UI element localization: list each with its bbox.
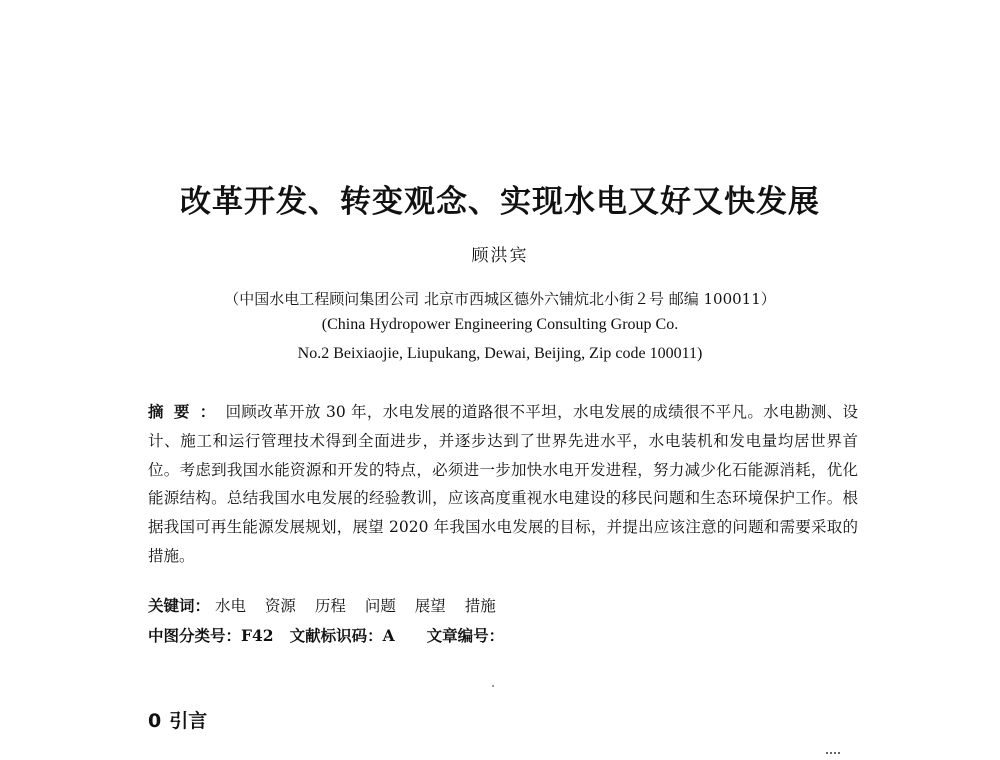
paper-title: 改革开发、转变观念、实现水电又好又快发展 — [180, 184, 820, 220]
section-number: 0 — [148, 710, 162, 732]
keyword-item: 问题 — [364, 597, 396, 615]
document-code-value: A — [382, 626, 395, 645]
abstract-label: 摘要： — [148, 402, 226, 421]
affiliation-english-line1: (China Hydropower Engineering Consulting Group Co. — [321, 316, 679, 333]
keywords-line — [148, 594, 510, 616]
classification-line — [148, 624, 504, 646]
section-heading — [148, 706, 207, 733]
abstract-paragraph — [148, 398, 858, 571]
section-title: 引言 — [169, 710, 208, 732]
article-number-label: 文章编号： — [426, 626, 505, 645]
scan-speck — [492, 685, 494, 687]
document-code-label: 文献标识码： — [289, 626, 383, 645]
keyword-item: 水电 — [214, 597, 246, 615]
page-edge-mark — [826, 752, 840, 757]
abstract-text: 回顾改革开放 30 年，水电发展的道路很不平坦，水电发展的成绩很不平凡。水电勘测、设计、施工和运行管理技术得到全面进步，并逐步达到了世界先进水平，水电装机和发电量均居世界首位。考虑到我国水能资源和开发的特点，必须进一步加快水电开发进程，努力减少化石能源消耗，优化能源结构。总结我国水电发展的经验教训，应该高度重视水电建设的移民问题和生态环境保护工作。根据我国可再生能源发展规划，展望 2020 年我国水电发展的目标，并提出应该注意的问题和需要采取的措施。 — [148, 403, 858, 565]
affiliation-english-line2: No.2 Beixiaojie, Liupukang, Dewai, Beijing, Zip code 100011) — [297, 345, 703, 362]
affiliation-chinese: （中国水电工程顾问集团公司 北京市西城区德外六铺炕北小街２号 邮编 100011） — [224, 290, 776, 308]
clc-label: 中图分类号： — [148, 626, 242, 645]
keyword-item: 措施 — [464, 597, 496, 615]
keyword-item: 展望 — [414, 597, 446, 615]
keyword-item: 资源 — [264, 597, 296, 615]
keywords-label: 关键词： — [148, 596, 211, 615]
keyword-item: 历程 — [314, 597, 346, 615]
clc-value: F42 — [241, 626, 274, 645]
author-name: 顾洪宾 — [471, 246, 529, 266]
